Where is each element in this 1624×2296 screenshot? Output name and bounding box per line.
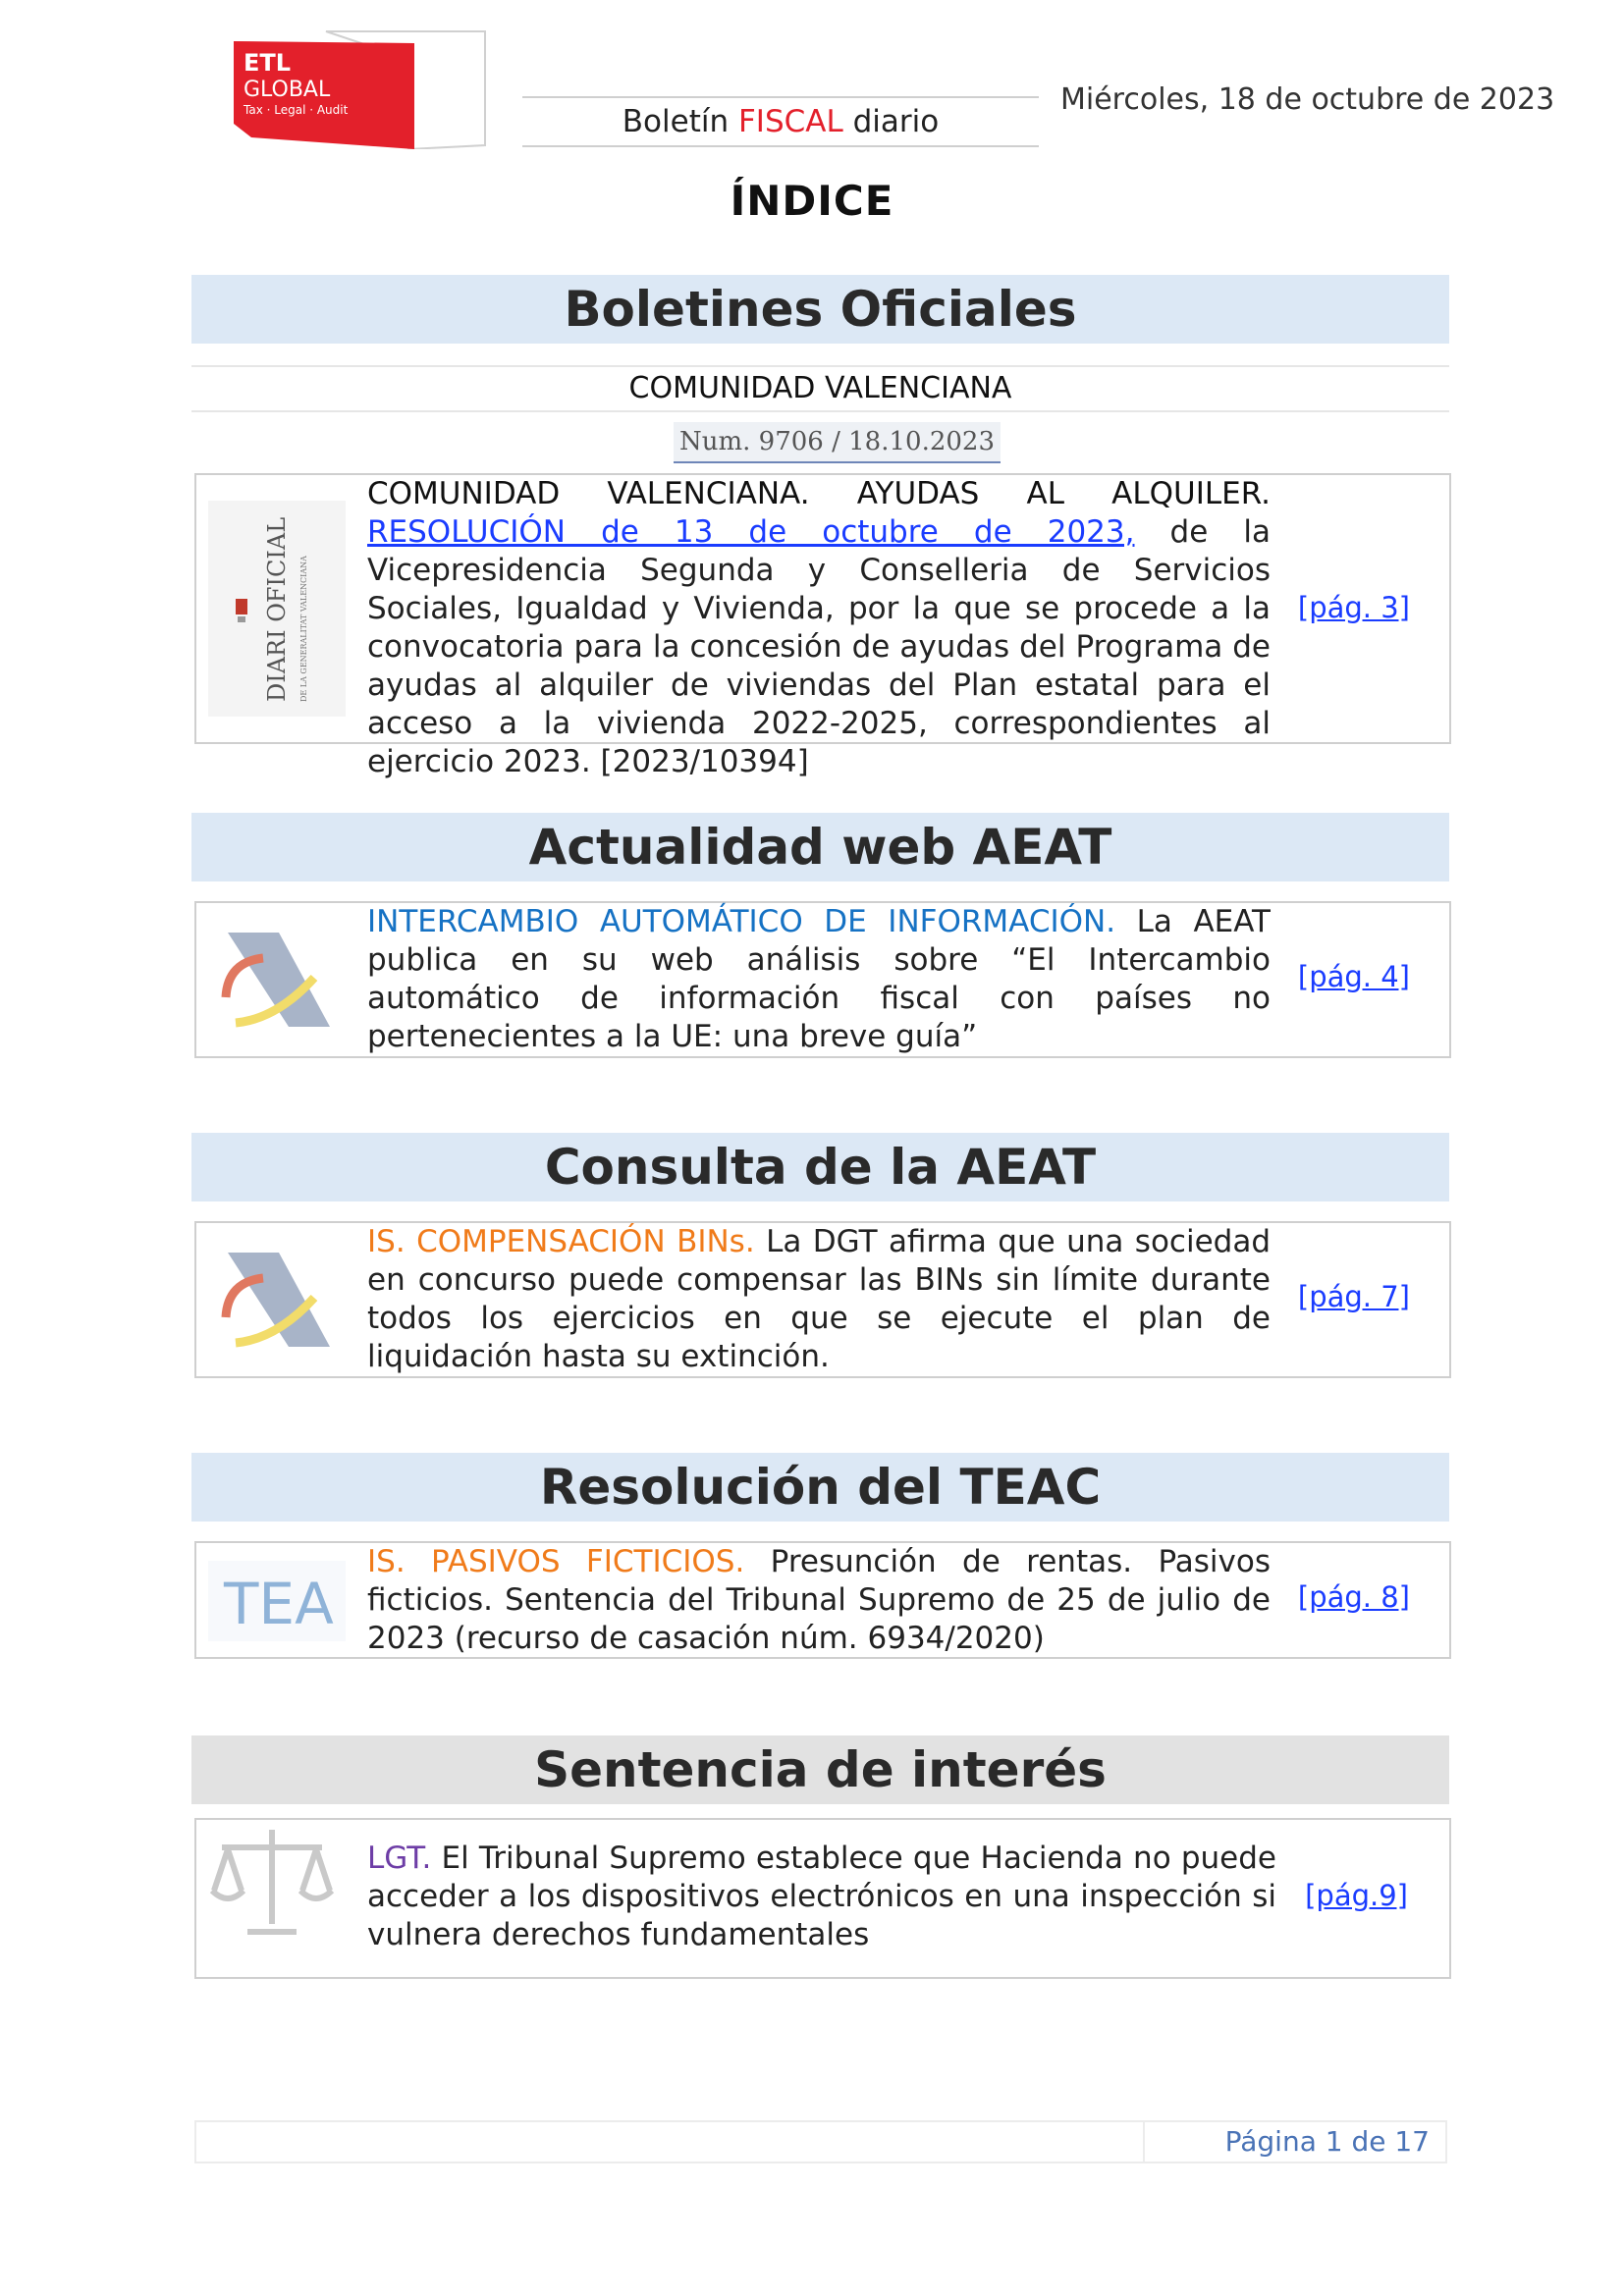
page-link[interactable]: [pág. 3] [1297,591,1410,624]
page-link[interactable]: [pág. 4] [1297,960,1410,993]
page-footer [194,2120,1447,2163]
entry-lead: COMUNIDAD VALENCIANA. AYUDAS AL ALQUILER. [367,476,1271,511]
bulletin-suffix: diario [842,104,940,139]
entry-tag: IS. COMPENSACIÓN BINs. [367,1224,755,1259]
bulletin-prefix: Boletín [622,104,738,139]
footer-left-cell [196,2122,1145,2162]
bulletin-title [522,96,1039,147]
entry-boletines [194,473,1451,779]
entry-tag: IS. PASIVOS FICTICIOS. [367,1544,745,1579]
entry-body: La AEAT publica en su web análisis sobre “El Intercambio automático de información fiscal con países no pertenecientes a la UE: una breve guía” [367,904,1271,1054]
bulletin-number-tag: Num. 9706 / 18.10.2023 [674,422,1001,463]
entry-body: Presunción de rentas. Pasivos ficticios. Sentencia del Tribunal Supremo de 25 de julio de 2023 (recurso de casación núm. 6934/2020) [367,1544,1271,1656]
resolution-link[interactable]: RESOLUCIÓN de 13 de octubre de 2023, [367,514,1135,550]
entry-body: El Tribunal Supremo establece que Hacienda no puede acceder a los dispositivos electrónicos en una inspección si vulnera derechos fundamentales [367,1841,1276,1952]
logo-text-global: GLOBAL [244,78,331,102]
entry-tag: LGT. [367,1841,432,1876]
tea-logo-text: TEA [224,1571,334,1637]
entry-text [367,1543,1271,1658]
page-link[interactable]: [pág. 7] [1297,1280,1410,1313]
entry-text [367,1223,1271,1376]
entry-aeat-web [194,901,1451,1058]
section-header-consulta: Consulta de la AEAT [191,1133,1449,1201]
logo-text-etl: ETL [244,49,292,77]
index-title: ÍNDICE [730,177,894,225]
page-number: Página 1 de 17 [1224,2125,1430,2158]
entry-text [367,1840,1276,1954]
entry-teac [194,1541,1451,1659]
etl-global-logo [232,29,489,149]
tea-logo-icon [208,1561,346,1641]
entry-body: de la Vicepresidencia Segunda y Conselleria de Servicios Sociales, Igualdad y Vivienda, por la que se procede a la convocatoria para la concesión de ayudas del Programa de ayudas al alquiler de viviendas del Plan estatal para el acceso a la vivienda 2022-2025, correspondientes al ejercicio 2023. [2023/10394] [367,514,1271,779]
entry-sentencia [194,1818,1451,1979]
page-link[interactable]: [pág.9] [1305,1879,1408,1912]
section-header-boletines: Boletines Oficiales [191,275,1449,344]
section-header-teac: Resolución del TEAC [191,1453,1449,1522]
region-band: COMUNIDAD VALENCIANA [191,365,1449,412]
issue-date: Miércoles, 18 de octubre de 2023 [1060,82,1555,117]
entry-consulta [194,1221,1451,1378]
scales-icon [208,1826,336,1940]
diari-subtitle: DE LA GENERALITAT VALENCIANA [299,556,308,702]
bulletin-accent: FISCAL [737,104,843,139]
entry-text [367,903,1271,1056]
entry-text [367,475,1271,781]
aeat-logo-icon [208,921,346,1039]
page-link[interactable]: [pág. 8] [1297,1580,1410,1614]
entry-tag: INTERCAMBIO AUTOMÁTICO DE INFORMACIÓN. [367,904,1116,939]
diari-title: DIARI OFICIAL [263,516,291,702]
logo-text-tagline: Tax · Legal · Audit [244,103,349,117]
aeat-logo-icon [208,1241,346,1359]
section-header-aeat-web: Actualidad web AEAT [191,813,1449,881]
entry-body: La DGT afirma que una sociedad en concurso puede compensar las BINs sin límite durante todos los ejercicios en que se ejecute el plan de liquidación hasta su extinción. [367,1224,1272,1374]
section-header-sentencia: Sentencia de interés [191,1735,1449,1804]
diari-oficial-icon [208,501,346,717]
